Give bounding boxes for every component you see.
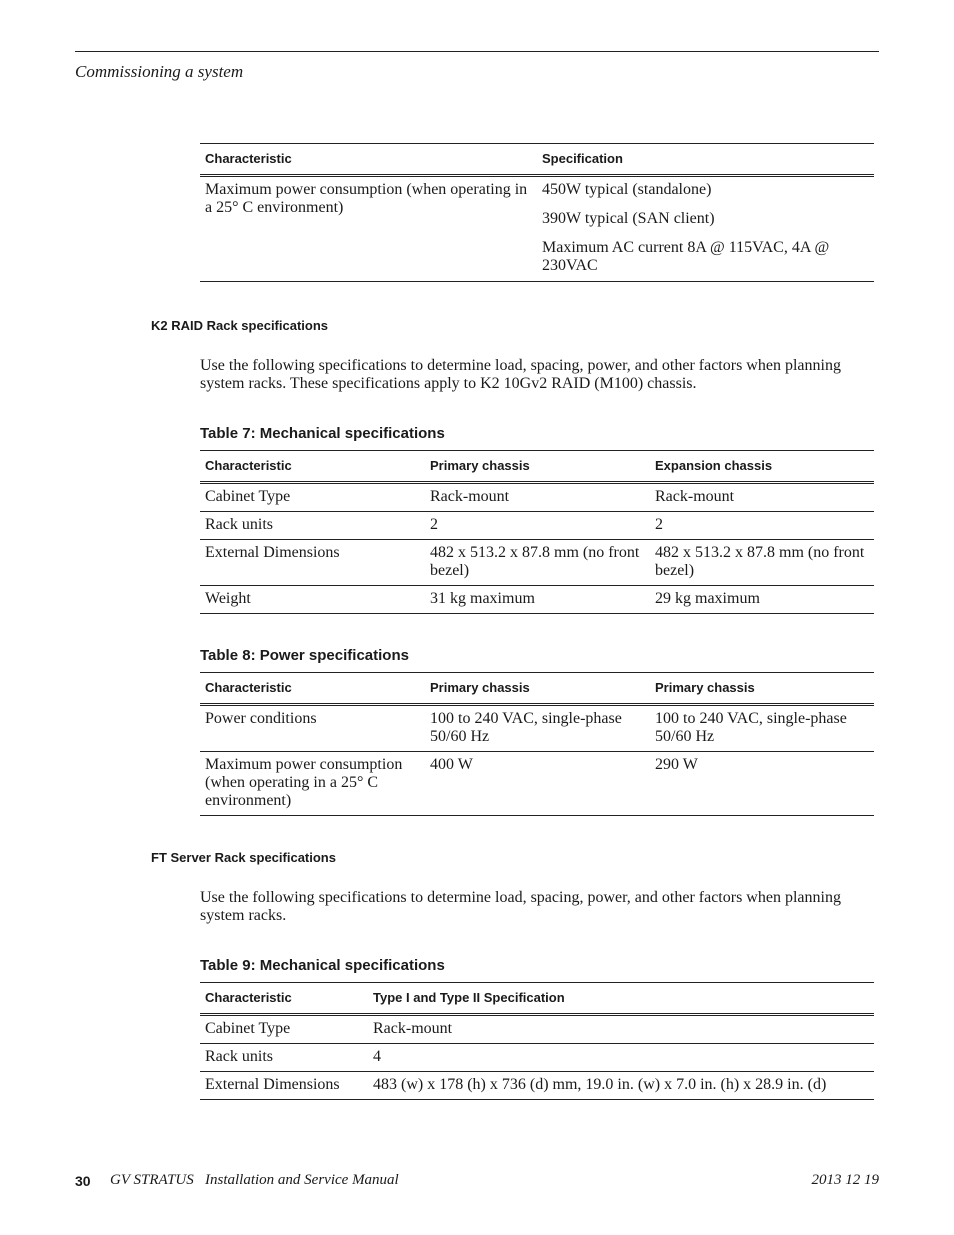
table-cell: 31 kg maximum — [425, 586, 650, 614]
table-row — [200, 752, 874, 816]
table-header-row — [200, 673, 874, 705]
column-header: Expansion chassis — [650, 451, 874, 483]
table-cell: Rack-mount — [650, 483, 874, 512]
table-cell: Cabinet Type — [200, 1015, 368, 1044]
table-row — [200, 586, 874, 614]
table-row — [200, 176, 874, 282]
column-header: Characteristic — [200, 983, 368, 1015]
table-row — [200, 1044, 874, 1072]
table-cell: Cabinet Type — [200, 483, 425, 512]
column-header: Characteristic — [200, 673, 425, 705]
table-cell: 290 W — [650, 752, 874, 816]
power-continuation-table — [200, 143, 874, 282]
running-title: Commissioning a system — [75, 62, 244, 81]
table7-caption: Table 7: Mechanical specifications — [200, 425, 445, 442]
table-cell: Rack units — [200, 1044, 368, 1072]
table-cell: 100 to 240 VAC, single-phase 50/60 Hz — [650, 705, 874, 752]
column-header: Primary chassis — [425, 451, 650, 483]
section-heading-ft-server: FT Server Rack specifications — [151, 850, 336, 865]
table-cell: Rack units — [200, 512, 425, 540]
section-heading-k2-raid: K2 RAID Rack specifications — [151, 318, 329, 333]
page-number: 30 — [75, 1173, 91, 1189]
table-row — [200, 1015, 874, 1044]
column-header: Characteristic — [200, 451, 425, 483]
table-header-row — [200, 983, 874, 1015]
table-row — [200, 705, 874, 752]
table-cell: Maximum power consumption (when operating in a 25° C environment) — [200, 176, 537, 282]
table7-mechanical — [200, 450, 874, 614]
k2-paragraph: Use the following specifications to determine load, spacing, power, and other factors when planning system racks. These specifications apply to K2 10Gv2 RAID (M100) chassis. — [200, 357, 841, 392]
table-cell: 4 — [368, 1044, 874, 1072]
spec-line: 450W typical (standalone) — [542, 181, 712, 198]
table-cell: Weight — [200, 586, 425, 614]
table-cell: 483 (w) x 178 (h) x 736 (d) mm, 19.0 in. (w) x 7.0 in. (h) x 28.9 in. (d) — [368, 1072, 874, 1100]
table9-mechanical — [200, 982, 874, 1100]
header-rule — [75, 51, 879, 52]
table-cell: 482 x 513.2 x 87.8 mm (no front bezel) — [425, 540, 650, 586]
table-cell: 2 — [425, 512, 650, 540]
table-row — [200, 483, 874, 512]
table-cell: 100 to 240 VAC, single-phase 50/60 Hz — [425, 705, 650, 752]
table-cell: 400 W — [425, 752, 650, 816]
spec-line: Maximum AC current 8A @ 115VAC, 4A @ 230VAC — [542, 239, 830, 274]
table-cell: External Dimensions — [200, 540, 425, 586]
table-cell: Power conditions — [200, 705, 425, 752]
spec-line: 390W typical (SAN client) — [542, 210, 715, 227]
table-cell: Rack-mount — [368, 1015, 874, 1044]
table-cell: External Dimensions — [200, 1072, 368, 1100]
publication-date: 2013 12 19 — [811, 1172, 879, 1188]
ft-paragraph: Use the following specifications to determine load, spacing, power, and other factors when planning system racks. — [200, 889, 841, 924]
table-row — [200, 1072, 874, 1100]
table-cell: Maximum power consumption (when operating in a 25° C environment) — [200, 752, 425, 816]
column-header: Primary chassis — [425, 673, 650, 705]
table-row — [200, 512, 874, 540]
table-cell: 482 x 513.2 x 87.8 mm (no front bezel) — [650, 540, 874, 586]
table-row — [200, 540, 874, 586]
column-header: Specification — [537, 144, 874, 176]
table8-power — [200, 672, 874, 816]
table-header-row — [200, 451, 874, 483]
table9-caption: Table 9: Mechanical specifications — [200, 957, 445, 974]
table8-caption: Table 8: Power specifications — [200, 647, 409, 664]
table-header-row — [200, 144, 874, 176]
column-header: Characteristic — [200, 144, 537, 176]
table-cell: Rack-mount — [425, 483, 650, 512]
table-cell — [537, 176, 874, 282]
column-header: Primary chassis — [650, 673, 874, 705]
table-cell: 29 kg maximum — [650, 586, 874, 614]
table-cell: 2 — [650, 512, 874, 540]
manual-title: GV STRATUS Installation and Service Manual — [110, 1172, 399, 1188]
column-header: Type I and Type II Specification — [368, 983, 874, 1015]
